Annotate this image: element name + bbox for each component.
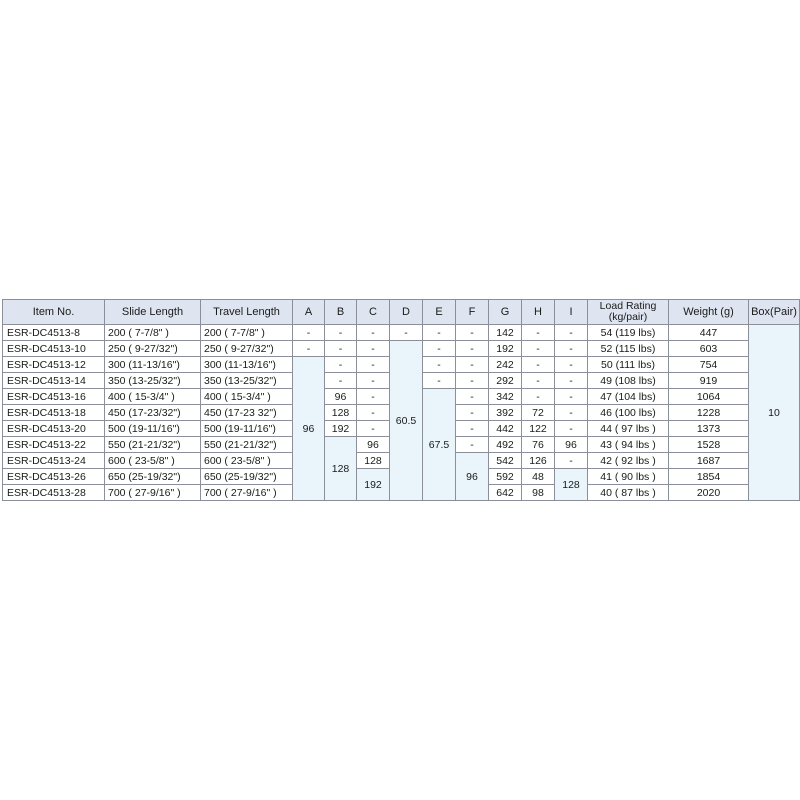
cell-weight: 1687: [669, 453, 749, 469]
cell-i: -: [555, 421, 588, 437]
cell-i: -: [555, 341, 588, 357]
cell-h: 98: [522, 485, 555, 501]
cell-slide-length: 600 ( 23-5/8" ): [105, 453, 201, 469]
cell-i: 128: [555, 469, 588, 501]
cell-weight: 1373: [669, 421, 749, 437]
cell-h: 48: [522, 469, 555, 485]
cell-load-rating: 50 (111 lbs): [588, 357, 669, 373]
cell-slide-length: 400 ( 15-3/4" ): [105, 389, 201, 405]
cell-load-rating: 52 (115 lbs): [588, 341, 669, 357]
header-load-rating-title: Load Rating: [599, 300, 657, 312]
cell-c: 128: [357, 453, 390, 469]
cell-load-rating: 43 ( 94 lbs ): [588, 437, 669, 453]
header-i: I: [555, 300, 588, 325]
cell-travel-length: 600 ( 23-5/8" ): [201, 453, 293, 469]
cell-e: -: [423, 341, 456, 357]
header-e: E: [423, 300, 456, 325]
cell-g: 442: [489, 421, 522, 437]
cell-weight: 447: [669, 325, 749, 341]
cell-a: 96: [293, 357, 325, 501]
cell-c: -: [357, 325, 390, 341]
cell-g: 342: [489, 389, 522, 405]
cell-travel-length: 400 ( 15-3/4" ): [201, 389, 293, 405]
cell-weight: 2020: [669, 485, 749, 501]
header-load-rating: [588, 300, 669, 325]
cell-i: -: [555, 357, 588, 373]
cell-g: 592: [489, 469, 522, 485]
cell-h: 122: [522, 421, 555, 437]
cell-weight: 603: [669, 341, 749, 357]
header-a: A: [293, 300, 325, 325]
table-row: [3, 341, 800, 357]
cell-g: 242: [489, 357, 522, 373]
cell-slide-length: 550 (21-21/32"): [105, 437, 201, 453]
cell-i: -: [555, 453, 588, 469]
cell-travel-length: 300 (11-13/16"): [201, 357, 293, 373]
cell-e: -: [423, 357, 456, 373]
cell-load-rating: 44 ( 97 lbs ): [588, 421, 669, 437]
cell-slide-length: 450 (17-23/32"): [105, 405, 201, 421]
cell-i: -: [555, 325, 588, 341]
cell-load-rating: 49 (108 lbs): [588, 373, 669, 389]
cell-c: -: [357, 357, 390, 373]
cell-g: 642: [489, 485, 522, 501]
cell-item: ESR-DC4513-8: [3, 325, 105, 341]
cell-b: -: [325, 341, 357, 357]
cell-slide-length: 500 (19-11/16"): [105, 421, 201, 437]
header-travel-length: Travel Length: [201, 300, 293, 325]
cell-f: -: [456, 405, 489, 421]
cell-i: -: [555, 389, 588, 405]
cell-item: ESR-DC4513-22: [3, 437, 105, 453]
cell-b: 128: [325, 405, 357, 421]
cell-g: 192: [489, 341, 522, 357]
header-box: Box(Pair): [749, 300, 800, 325]
cell-b: 128: [325, 437, 357, 501]
header-g: G: [489, 300, 522, 325]
header-slide-length: Slide Length: [105, 300, 201, 325]
cell-item: ESR-DC4513-16: [3, 389, 105, 405]
cell-e: -: [423, 373, 456, 389]
cell-i: 96: [555, 437, 588, 453]
cell-b: 192: [325, 421, 357, 437]
cell-a: -: [293, 341, 325, 357]
header-h: H: [522, 300, 555, 325]
table-row: [3, 325, 800, 341]
cell-load-rating: 40 ( 87 lbs ): [588, 485, 669, 501]
cell-c: 96: [357, 437, 390, 453]
cell-f: -: [456, 341, 489, 357]
cell-item: ESR-DC4513-18: [3, 405, 105, 421]
cell-g: 492: [489, 437, 522, 453]
cell-h: -: [522, 357, 555, 373]
cell-c: -: [357, 421, 390, 437]
cell-travel-length: 200 ( 7-7/8" ): [201, 325, 293, 341]
cell-d: -: [390, 325, 423, 341]
cell-c: -: [357, 389, 390, 405]
cell-c: -: [357, 341, 390, 357]
cell-slide-length: 700 ( 27-9/16" ): [105, 485, 201, 501]
cell-load-rating: 47 (104 lbs): [588, 389, 669, 405]
cell-load-rating: 42 ( 92 lbs ): [588, 453, 669, 469]
cell-weight: 754: [669, 357, 749, 373]
cell-h: 72: [522, 405, 555, 421]
cell-travel-length: 500 (19-11/16"): [201, 421, 293, 437]
cell-f: -: [456, 325, 489, 341]
cell-box: 10: [749, 325, 800, 501]
cell-d: 60.5: [390, 341, 423, 501]
cell-f: 96: [456, 453, 489, 501]
cell-a: -: [293, 325, 325, 341]
cell-c: -: [357, 373, 390, 389]
cell-item: ESR-DC4513-14: [3, 373, 105, 389]
cell-h: -: [522, 389, 555, 405]
cell-travel-length: 700 ( 27-9/16" ): [201, 485, 293, 501]
cell-f: -: [456, 357, 489, 373]
header-f: F: [456, 300, 489, 325]
cell-item: ESR-DC4513-26: [3, 469, 105, 485]
cell-h: -: [522, 325, 555, 341]
cell-f: -: [456, 389, 489, 405]
cell-h: 126: [522, 453, 555, 469]
cell-e: -: [423, 325, 456, 341]
cell-travel-length: 650 (25-19/32"): [201, 469, 293, 485]
cell-slide-length: 650 (25-19/32"): [105, 469, 201, 485]
spec-table-container: [2, 299, 799, 501]
cell-weight: 1528: [669, 437, 749, 453]
cell-b: -: [325, 357, 357, 373]
cell-travel-length: 450 (17-23 32"): [201, 405, 293, 421]
header-d: D: [390, 300, 423, 325]
header-load-rating-unit: (kg/pair): [608, 311, 648, 323]
cell-c: 192: [357, 469, 390, 501]
cell-b: -: [325, 373, 357, 389]
cell-c: -: [357, 405, 390, 421]
cell-slide-length: 350 (13-25/32"): [105, 373, 201, 389]
cell-item: ESR-DC4513-24: [3, 453, 105, 469]
cell-f: -: [456, 437, 489, 453]
cell-i: -: [555, 373, 588, 389]
spec-table: [2, 299, 800, 501]
cell-g: 142: [489, 325, 522, 341]
header-row: [3, 300, 800, 325]
cell-h: 76: [522, 437, 555, 453]
cell-e: 67.5: [423, 389, 456, 501]
cell-weight: 919: [669, 373, 749, 389]
cell-h: -: [522, 373, 555, 389]
header-weight: Weight (g): [669, 300, 749, 325]
cell-b: 96: [325, 389, 357, 405]
header-item-no: Item No.: [3, 300, 105, 325]
cell-item: ESR-DC4513-28: [3, 485, 105, 501]
cell-load-rating: 54 (119 lbs): [588, 325, 669, 341]
cell-weight: 1854: [669, 469, 749, 485]
cell-weight: 1064: [669, 389, 749, 405]
cell-item: ESR-DC4513-12: [3, 357, 105, 373]
cell-g: 542: [489, 453, 522, 469]
cell-slide-length: 300 (11-13/16"): [105, 357, 201, 373]
cell-h: -: [522, 341, 555, 357]
cell-b: -: [325, 325, 357, 341]
cell-load-rating: 46 (100 lbs): [588, 405, 669, 421]
header-b: B: [325, 300, 357, 325]
cell-g: 292: [489, 373, 522, 389]
cell-travel-length: 250 ( 9-27/32"): [201, 341, 293, 357]
cell-item: ESR-DC4513-10: [3, 341, 105, 357]
cell-weight: 1228: [669, 405, 749, 421]
cell-travel-length: 350 (13-25/32"): [201, 373, 293, 389]
cell-g: 392: [489, 405, 522, 421]
cell-f: -: [456, 421, 489, 437]
cell-f: -: [456, 373, 489, 389]
cell-load-rating: 41 ( 90 lbs ): [588, 469, 669, 485]
header-c: C: [357, 300, 390, 325]
cell-slide-length: 250 ( 9-27/32"): [105, 341, 201, 357]
cell-i: -: [555, 405, 588, 421]
cell-item: ESR-DC4513-20: [3, 421, 105, 437]
cell-slide-length: 200 ( 7-7/8" ): [105, 325, 201, 341]
cell-travel-length: 550 (21-21/32"): [201, 437, 293, 453]
